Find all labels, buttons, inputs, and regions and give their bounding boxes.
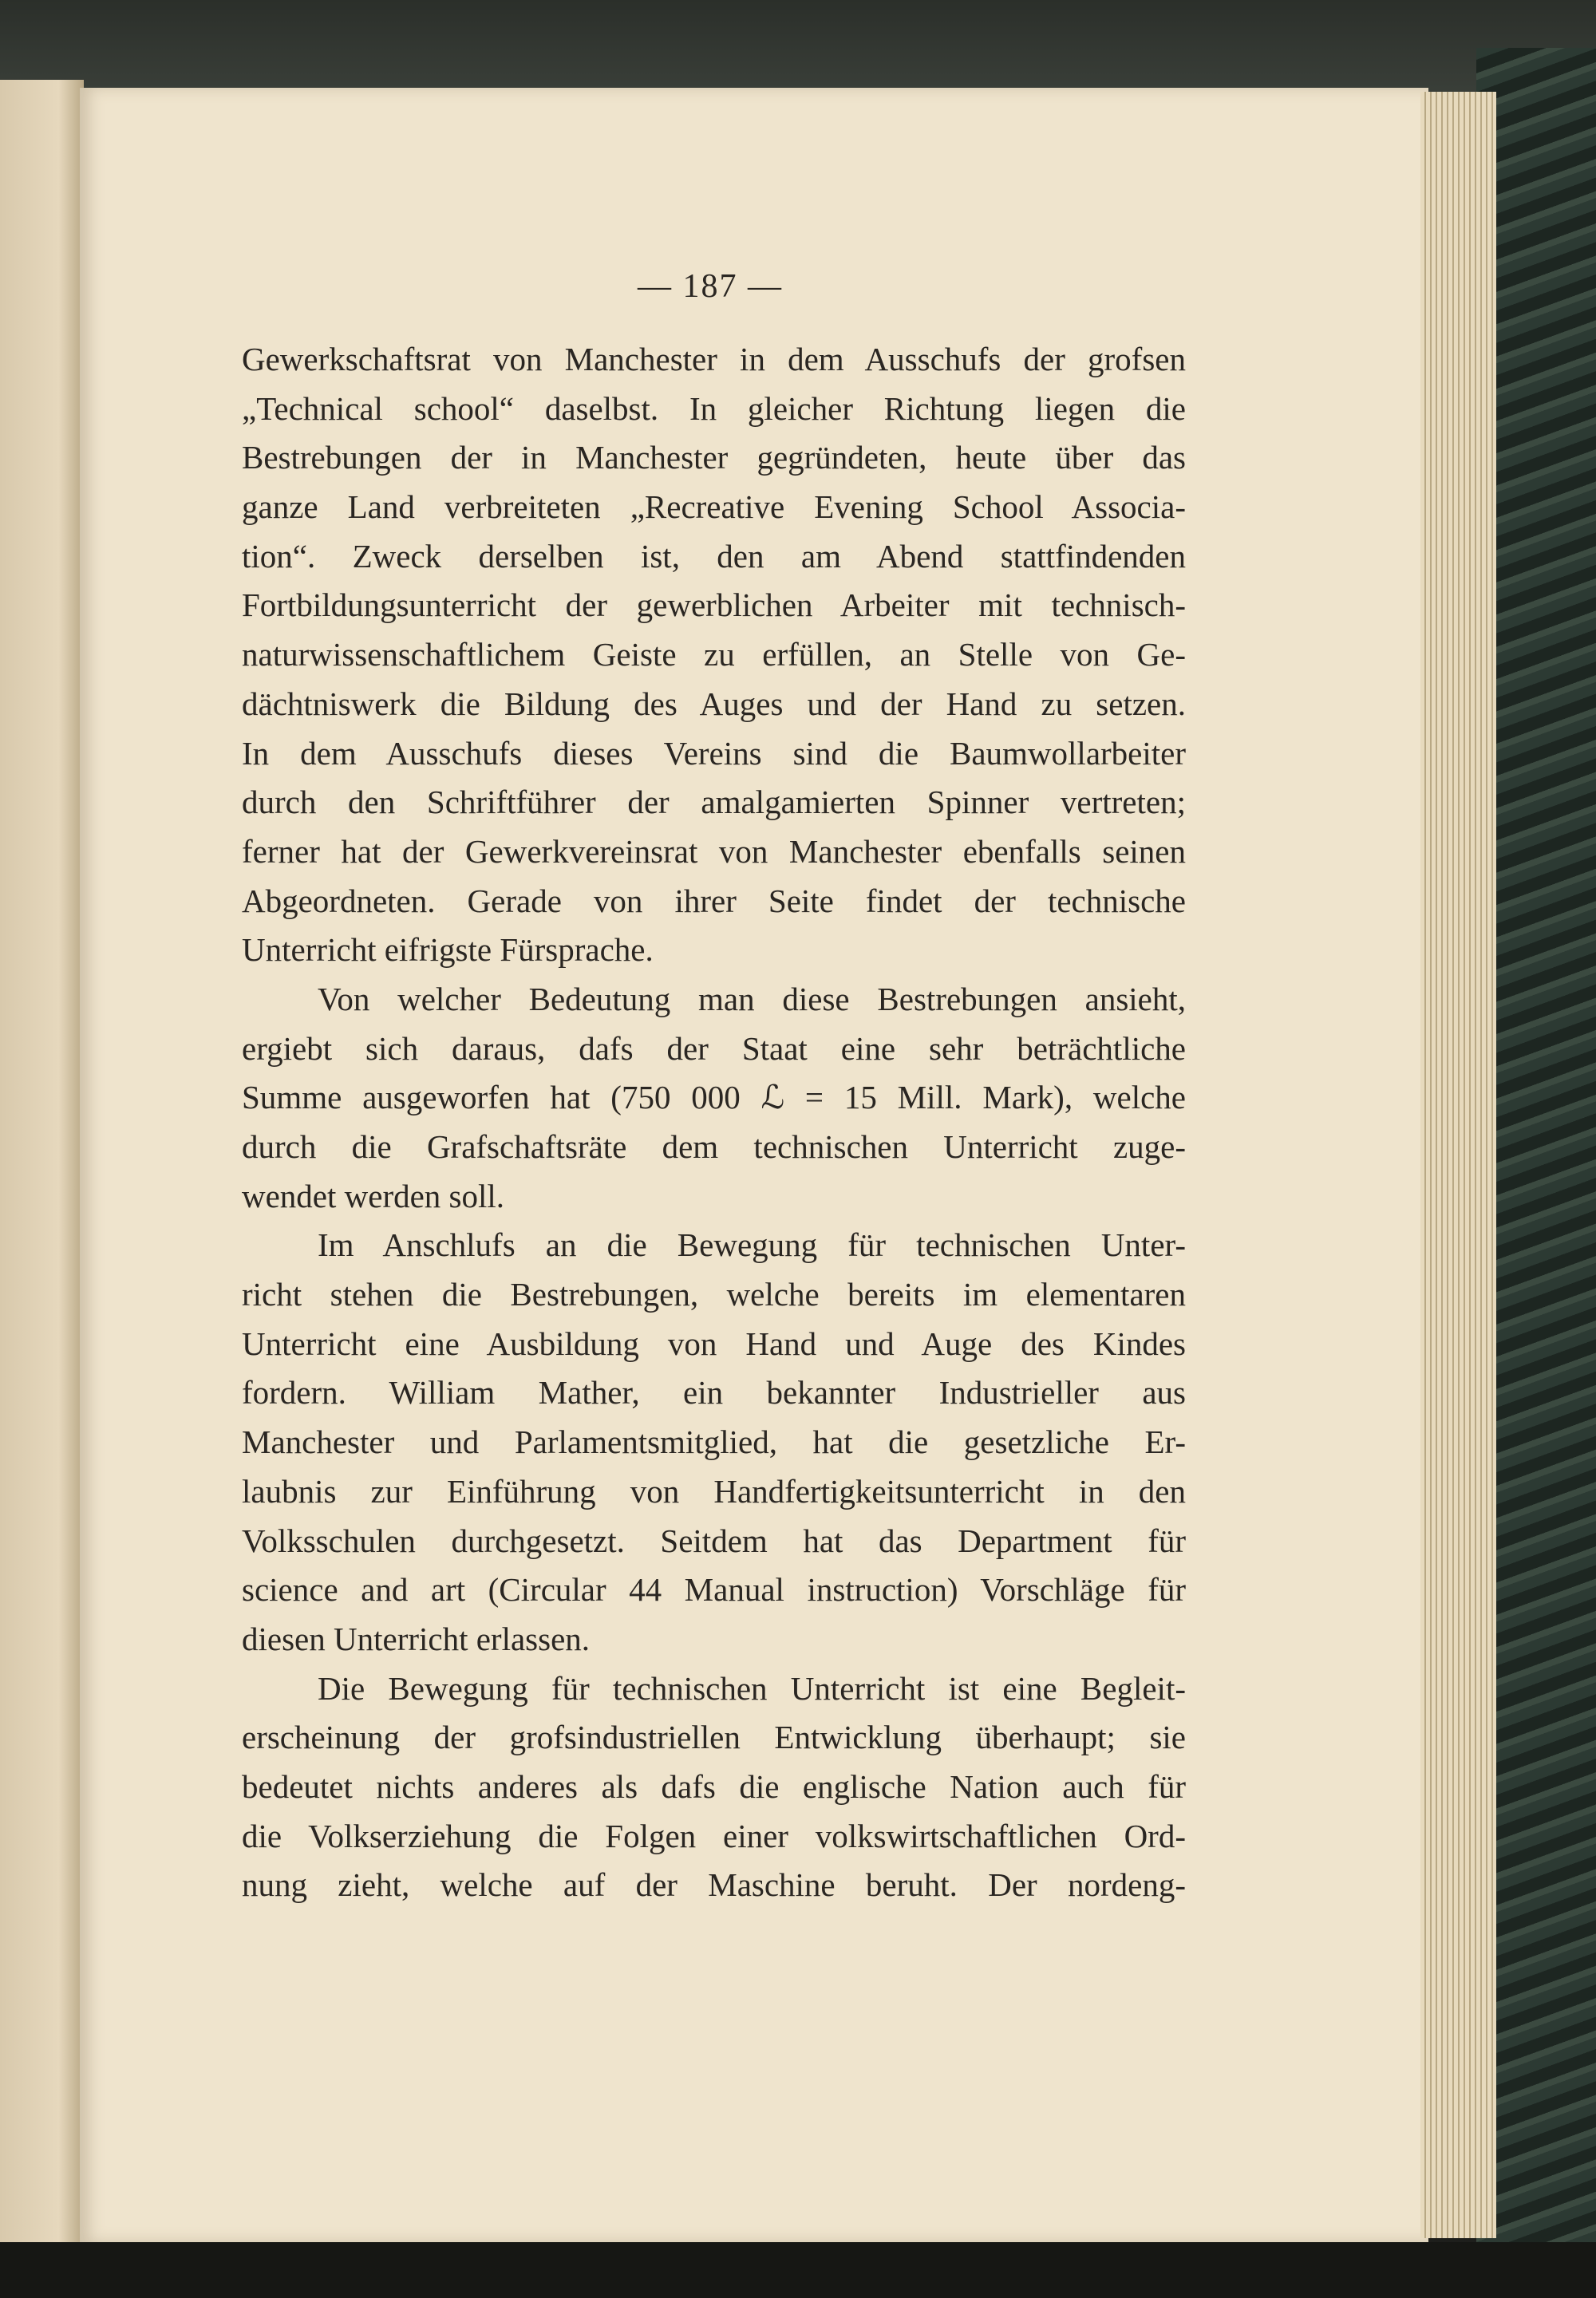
text-line: laubnis zur Einführung von Handfertigkeitsunterricht in den	[242, 1472, 1186, 1510]
text-line: Unterricht eine Ausbildung von Hand und Auge des Kindes	[242, 1325, 1186, 1362]
previous-page-edge	[0, 80, 84, 2250]
text-line: Im Anschlufs an die Bewegung für technischen Unter-	[318, 1226, 1186, 1264]
text-line: Abgeordneten. Gerade von ihrer Seite findet der technische	[242, 882, 1186, 919]
text-line: naturwissenschaftlichem Geiste zu erfüllen, an Stelle von Ge-	[242, 636, 1186, 673]
text-line: die Volkserziehung die Folgen einer volkswirtschaftlichen Ord-	[242, 1817, 1186, 1854]
text-line: Bestrebungen der in Manchester gegründeten, heute über das	[242, 439, 1186, 476]
text-line: fordern. William Mather, ein bekannter Industrieller aus	[242, 1374, 1186, 1412]
body-text	[242, 335, 1186, 1910]
text-line: erscheinung der grofsindustriellen Entwicklung überhaupt; sie	[242, 1719, 1186, 1756]
text-line: „Technical school“ daselbst. In gleicher Richtung liegen die	[242, 389, 1186, 427]
text-line: ergiebt sich daraus, dafs der Staat eine sehr beträchtliche	[242, 1029, 1186, 1067]
text-line: Die Bewegung für technischen Unterricht ist eine Begleit-	[318, 1669, 1186, 1707]
text-line: wendet werden soll.	[242, 1177, 505, 1214]
text-line: science and art (Circular 44 Manual instruction) Vorschläge für	[242, 1571, 1186, 1609]
scan-background-bottom	[0, 2242, 1596, 2298]
book-cover-top	[0, 0, 1596, 96]
text-line: ganze Land verbreiteten „Recreative Evening School Associa-	[242, 488, 1186, 526]
page-edges	[1420, 92, 1496, 2238]
text-line: durch den Schriftführer der amalgamierten Spinner vertreten;	[242, 784, 1186, 821]
text-line: In dem Ausschufs dieses Vereins sind die Baumwollarbeiter	[242, 734, 1186, 772]
text-line: bedeutet nichts anderes als dafs die englische Nation auch für	[242, 1767, 1186, 1805]
text-line: Gewerkschaftsrat von Manchester in dem Ausschufs der grofsen	[242, 341, 1186, 377]
text-line: Summe ausgeworfen hat (750 000 ℒ = 15 Mill. Mark), welche	[242, 1079, 1186, 1116]
text-line: Fortbildungsunterricht der gewerblichen Arbeiter mit technisch-	[242, 586, 1186, 624]
text-line: diesen Unterricht erlassen.	[242, 1620, 591, 1657]
page-number: — 187 —	[638, 268, 783, 305]
text-line: durch die Grafschaftsräte dem technischen Unterricht zuge-	[242, 1128, 1186, 1165]
text-line: richt stehen die Bestrebungen, welche bereits im elementaren	[242, 1276, 1186, 1313]
text-line: tion“. Zweck derselben ist, den am Abend stattfindenden	[242, 537, 1186, 574]
text-line: Unterricht eifrigste Fürsprache.	[242, 931, 654, 969]
text-line: nung zieht, welche auf der Maschine beruht. Der nordeng-	[242, 1866, 1186, 1904]
text-line: ferner hat der Gewerkvereinsrat von Manchester ebenfalls seinen	[242, 832, 1186, 870]
text-line: Manchester und Parlamentsmitglied, hat die gesetzliche Er-	[242, 1423, 1186, 1461]
text-line: Volksschulen durchgesetzt. Seitdem hat das Department für	[242, 1522, 1186, 1559]
text-line: dächtniswerk die Bildung des Auges und der Hand zu setzen.	[242, 685, 1186, 722]
text-line: Von welcher Bedeutung man diese Bestrebungen ansieht,	[318, 980, 1186, 1017]
